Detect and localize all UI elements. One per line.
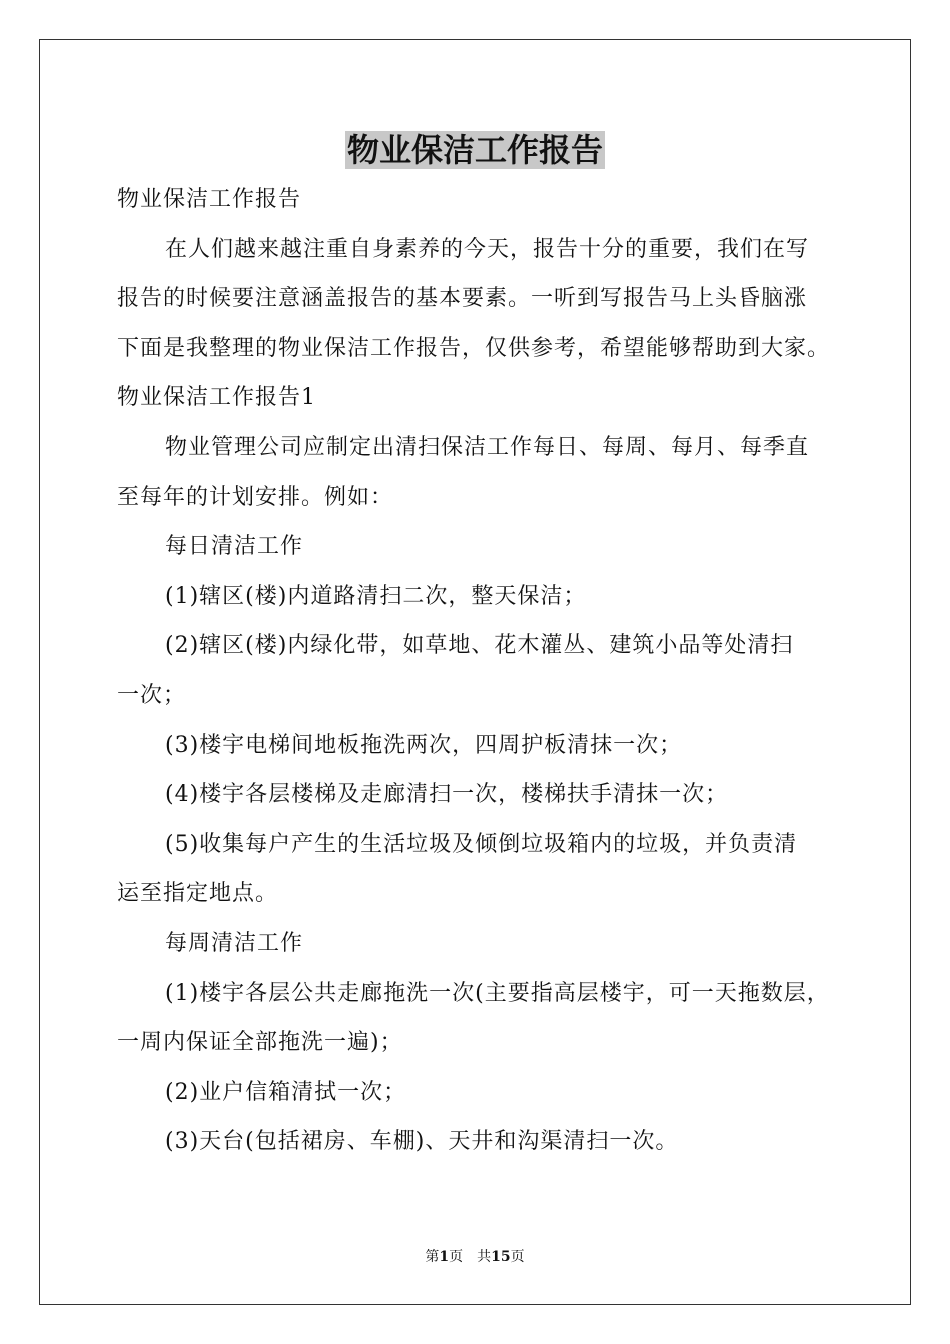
body-line: 一周内保证全部拖洗一遍)； [117, 1030, 403, 1056]
body-line: (5)收集每户产生的生活垃圾及倾倒垃圾箱内的垃圾，并负责清 [165, 831, 798, 857]
body-line: (3)楼宇电梯间地板拖洗两次，四周护板清抹一次； [165, 732, 683, 758]
body-line: 每日清洁工作 [165, 534, 304, 560]
body-line: 每周清洁工作 [165, 930, 304, 956]
page-number-total: 15 [491, 1249, 511, 1265]
page-number-middle: 页 共 [449, 1249, 492, 1265]
body-line: 一次； [117, 682, 187, 708]
document-title-text: 物业保洁工作报告 [346, 131, 603, 169]
body-line: 物业保洁工作报告 [117, 187, 302, 212]
body-line: 在人们越来越注重自身素养的今天，报告十分的重要，我们在写 [165, 236, 810, 262]
page-number-suffix: 页 [510, 1249, 525, 1265]
page-number-prefix: 第 [425, 1249, 440, 1265]
page-footer [0, 1247, 950, 1267]
body-line: 至每年的计划安排。例如： [117, 484, 394, 510]
body-line: 物业管理公司应制定出清扫保洁工作每日、每周、每月、每季直 [165, 434, 810, 460]
body-line: (4)楼宇各层楼梯及走廊清扫一次，楼梯扶手清抹一次； [165, 782, 729, 808]
body-line: 运至指定地点。 [117, 881, 279, 907]
body-line: (1)楼宇各层公共走廊拖洗一次(主要指高层楼宇，可一天拖数层， [165, 980, 830, 1006]
body-line: 下面是我整理的物业保洁工作报告，仅供参考，希望能够帮助到大家。 [117, 335, 831, 361]
body-line: (1)辖区(楼)内道路清扫二次，整天保洁； [165, 583, 587, 609]
page-number-current: 1 [439, 1249, 450, 1265]
body-line: (2)业户信箱清拭一次； [165, 1079, 407, 1105]
body-line: (2)辖区(楼)内绿化带，如草地、花木灌丛、建筑小品等处清扫 [165, 633, 794, 659]
document-title [0, 128, 950, 172]
body-line: 物业保洁工作报告1 [117, 385, 316, 411]
body-line: 报告的时候要注意涵盖报告的基本要素。一听到写报告马上头昏脑涨 [117, 286, 808, 312]
document-body [117, 175, 837, 1167]
body-line: (3)天台(包括裙房、车棚)、天井和沟渠清扫一次。 [165, 1129, 679, 1155]
